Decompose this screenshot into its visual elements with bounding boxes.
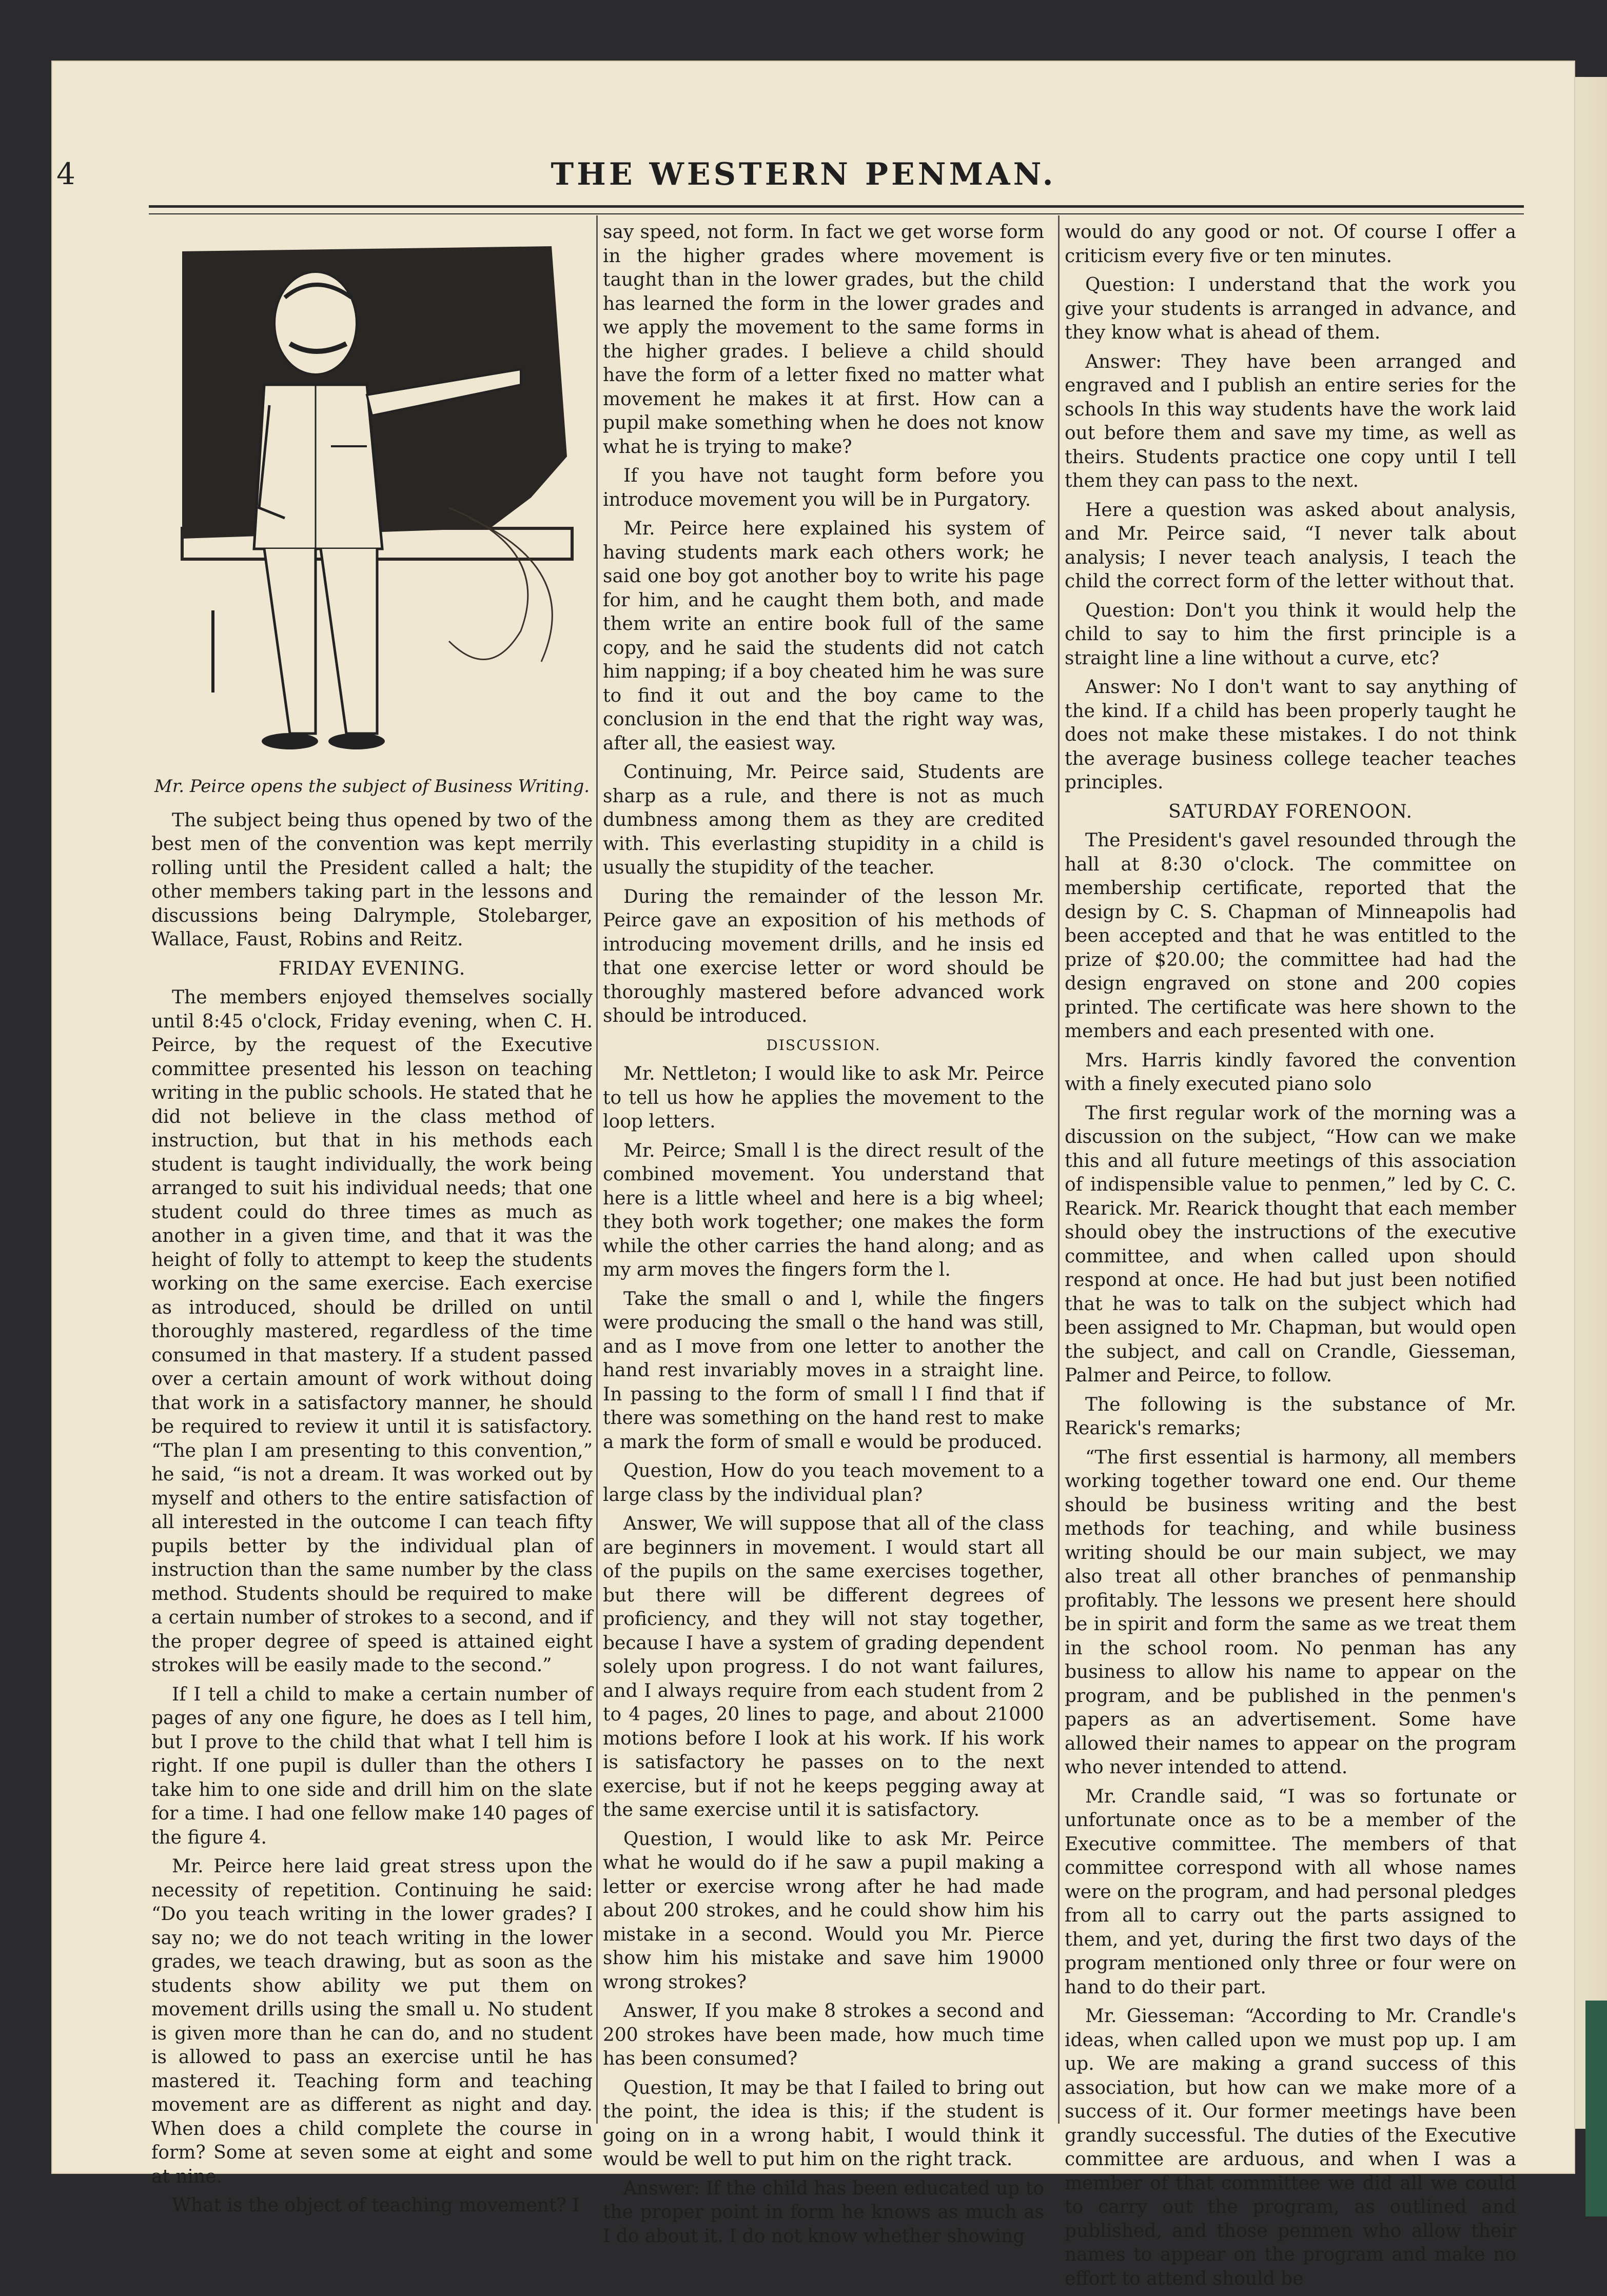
paragraph: Question, I would like to ask Mr. Peirce what he would do if he saw a pupil making a letter or exercise wrong after he had made about 200 strokes, and he could show him his mistake in a second. Would you Mr. Pierce show him his mistake and save him 19000 wrong strokes? [603,1828,1044,1993]
page-number: 4 [56,156,75,191]
paragraph: If I tell a child to make a certain number of pages of any one figure, he does as I tell him, but I prove to the child that what I tell him is right. If one pupil is duller than the others I take him to one side and drill him on the slate for a time. I had one fellow make 140 pages of the figure 4. [151,1684,593,1848]
paragraph: Answer: If the child has been educated up to the proper point in form he knows as much as I do about it. I do not know whether showing [603,2178,1044,2247]
paragraph: Answer: They have been arranged and engraved and I publish an entire series for the schools In this way students have the work laid out before them and save my time, as well as theirs. Students practice one copy until I tell them they can pass to the next. [1065,351,1516,491]
column-1 [151,221,593,2223]
paragraph: Mrs. Harris kindly favored the convention with a finely executed piano solo [1065,1050,1516,1095]
paragraph: Answer, We will suppose that all of the class are beginners in movement. I would start all of the pupils on the same exercises together, but there will be different degrees of proficiency, and they will not stay together, because I have a system of grading dependent solely upon progress. I do not want failures, and I always require from each student from 2 to 4 pages, 20 lines to page, and about 21000 motions before I look at his work. If his work is satisfactory he passes on to the next exercise, but if not he keeps pegging away at the same exercise until it is satisfactory. [603,1513,1044,1820]
paragraph: Take the small o and l, while the fingers were producing the small o the hand was still, and as I move from one letter to another the hand rest invariably moves in a straight line. In passing to the form of small l I find that if there was something on the hand rest to make a mark the form of small e would be produced. [603,1288,1044,1453]
column-2 [603,221,1044,2253]
portrait-drawing [162,241,587,764]
paragraph: Continuing, Mr. Peirce said, Students are sharp as a rule, and there is not as much dumbness among them as they are credited with. This everlasting stupidity in a child is usually the stupidity of the teacher. [603,762,1044,878]
paragraph: The members enjoyed themselves socially until 8:45 o'clock, Friday evening, when C. H. Peirce, by the request of the Executive committee presented his lesson on teaching writing in the public schools. He stated that he did not believe in the class method of instruction, but that in his methods each student is taught individually, the work being arranged to suit his individual needs; that one student could do three times as much as another in a given time, and that it was the height of folly to attempt to keep the students working on the same exercise. Each exercise as introduced, should be drilled on until thoroughly mastered, regardless of the time consumed in that mastery. If a student passed over a certain amount of work without doing that work in a satisfactory manner, he should be required to review it until it is satisfactory. “The plan I am presenting to this convention,” he said, “is not a dream. It was worked out by myself and others to the entire satisfaction of all interested in the outcome I can teach fifty pupils better by the individual plan of instruction than the same number by the class method. Students should be required to make a certain number of strokes to a second, and if the proper degree of speed is attained eight strokes will be easily made to the second.” [151,987,593,1676]
column-3 [1065,221,1516,2296]
paragraph: Mr. Giesseman: “According to Mr. Crandle's ideas, when called upon we must pop up. I am up. We are making a grand success of this association, but how can we make more of a success of it. Our former meetings have been grandly successful. The duties of the Executive committee are arduous, and when I was a member of that committee we did all we could to carry out the program, as outlined and published, and those penmen who allow their names to appear on the program and make no effort to attend should be [1065,2006,1516,2289]
paragraph: would do any good or not. Of course I offer a criticism every five or ten minutes. [1065,222,1516,267]
paragraph: Mr. Peirce; Small l is the direct result of the combined movement. You understand that here is a little wheel and here is a big wheel; they both work together; one makes the form while the other carries the hand along; and as my arm moves the fingers form the l. [603,1140,1044,1280]
paragraph: Answer, If you make 8 strokes a second and 200 strokes have been made, how much time has been consumed? [603,2001,1044,2069]
illustration-caption: Mr. Peirce opens the subject of Business Writing. [154,776,590,797]
paragraph: Mr. Crandle said, “I was so fortunate or unfortunate once as to be a member of the Executive committee. The members of that committee correspond with all whose names were on the program, and had personal pledges from all to carry out the parts assigned to them, and yet, during the first two days of the program mentioned only three or four were on hand to do their part. [1065,1786,1516,1998]
paragraph: say speed, not form. In fact we get worse form in the higher grades where movement is taught than in the lower grades, but the child has learned the form in the lower grades and we apply the movement to the same forms in the higher grades. I believe a child should have the form of a letter fixed no matter what movement he makes it at first. How can a pupil make something when he does not know what he is trying to make? [603,222,1044,458]
section-heading: SATURDAY FORENOON. [1168,801,1413,822]
paragraph: Question, How do you teach movement to a large class by the individual plan? [603,1460,1044,1506]
paragraph: The subject being thus opened by two of the best men of the convention was kept merrily rolling until the President called a halt; the other members taking part in the lessons and discussions being Dalrymple, Stolebarger, Wallace, Faust, Robins and Reitz. [151,809,593,950]
paragraph: The following is the substance of Mr. Rearick's remarks; [1065,1394,1516,1439]
paragraph: What is the object of teaching movement? I [172,2195,580,2216]
header-rule [149,205,1524,208]
paragraph: Question: I understand that the work you give your students is arranged in advance, and they know what is ahead of them. [1065,274,1516,343]
paragraph: “The first essential is harmony, all members working together toward one end. Our theme should be business writing and the best methods for teaching, and while business writing should be our main subject, we may also treat all other branches of penmanship profitably. The lessons we present here should be in spirit and form the same as we treat them in the school room. No penman has any business to allow his name to appear on the program, and be published in the penmen's papers as an advertisement. Some have allowed their names to appear on the program who never intended to attend. [1065,1447,1516,1778]
paragraph: Here a question was asked about analysis, and Mr. Peirce said, “I never talk about analysis; I never teach analysis, I teach the child the correct form of the letter without that. [1065,499,1516,592]
masthead-title: THE WESTERN PENMAN. [551,156,1056,192]
column-divider [1058,215,1060,2124]
paragraph: Mr. Nettleton; I would like to ask Mr. Peirce to tell us how he applies the movement to the loop letters. [603,1063,1044,1132]
paragraph: The first regular work of the morning was a discussion on the subject, “How can we make this and all future meetings of this association of indispensible value to penmen,” led by C. C. Rearick. Mr. Rearick thought that each member should obey the instructions of the executive committee, and when called upon should respond at once. He had but just been notified that he was to talk on the subject which had been assigned to Mr. Chapman, but would open the subject, and call on Crandle, Giesseman, Palmer and Peirce, to follow. [1065,1102,1516,1386]
header-rule-thin [149,213,1524,214]
binding-tab [1585,2001,1607,2216]
portrait-illustration-icon [162,241,587,764]
paragraph: If you have not taught form before you introduce movement you will be in Purgatory. [603,465,1044,510]
paragraph: Question: Don't you think it would help the child to say to him the first principle is a straight line a line without a curve, etc? [1065,600,1516,669]
paragraph: Mr. Peirce here laid great stress upon the necessity of repetition. Continuing he said: “Do you teach writing in the lower grades? I say no; we do not teach writing in the lower grades, we teach drawing, but as soon as the students show ability we put them on movement drills using the small u. No student is given more than he can do, and no student is allowed to pass an exercise until he has mastered it. Teaching form and teaching movement are as different as night and day. When does a child complete the course in form? Some at seven some at eight and some at nine. [151,1856,593,2187]
paragraph: During the remainder of the lesson Mr. Peirce gave an exposition of his methods of introducing movement drills, and he insis ed that one exercise letter or word should be thoroughly mastered before advanced work should be introduced. [603,886,1044,1026]
column-divider [596,215,598,2124]
paragraph: Mr. Peirce here explained his system of having students mark each others work; he said one boy got another boy to write his page for him, and he caught them both, and made them write an entire book full of the same copy, and he said the students did not catch him napping; if a boy cheated him he was sure to find it out and the boy came to the conclusion in the end that the right way was, after all, the easiest way. [603,518,1044,754]
section-heading: FRIDAY EVENING. [278,958,466,979]
section-heading: DISCUSSION. [766,1036,881,1054]
paragraph: Question, It may be that I failed to bring out the point, the idea is this; if the student is going on in a wrong habit, I would think it would be well to put him on the right track. [603,2077,1044,2170]
paragraph: The President's gavel resounded through the hall at 8:30 o'clock. The committee on membership certificate, reported that the design by C. S. Chapman of Minneapolis had been accepted and that he was entitled to the prize of $20.00; the committee had had the design engraved on stone and 200 copies printed. The certificate was here shown to the members and each presented with one. [1065,830,1516,1042]
paragraph: Answer: No I don't want to say anything of the kind. If a child has been properly taught he does not make these mistakes. I do not think the average business college teacher teaches principles. [1065,677,1516,793]
